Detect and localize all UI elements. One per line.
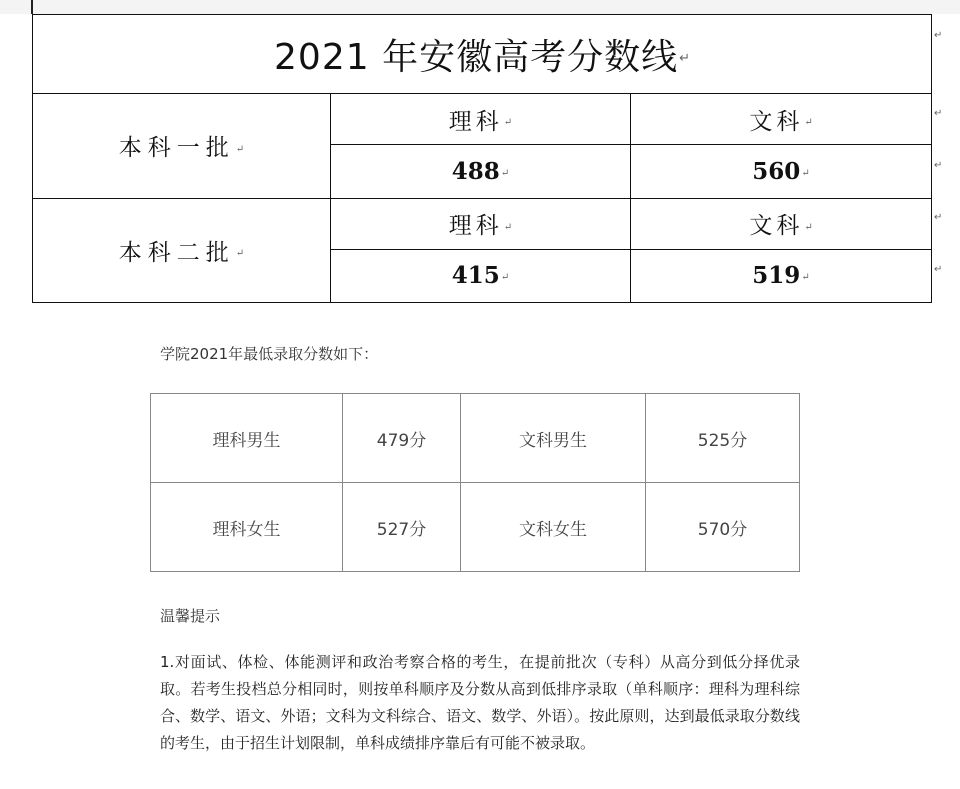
subject-arts-2 (631, 198, 932, 249)
college-score-table (150, 393, 800, 572)
category-cell: 理科女生 (151, 483, 343, 572)
score-science-1 (331, 145, 631, 198)
paragraph-mark-icon: ↵ (235, 248, 245, 260)
category-cell: 文科女生 (461, 483, 646, 572)
score-arts-1 (631, 145, 932, 198)
paragraph-mark-icon: ↵ (679, 51, 690, 67)
top-band (0, 0, 960, 14)
subject-science-1 (331, 94, 631, 145)
row-end-mark-icon: ↵ (934, 264, 943, 275)
tips-body: 1.对面试、体检、体能测评和政治考察合格的考生，在提前批次（专科）从高分到低分择优录取。若考生投档总分相同时，则按单科顺序及分数从高到低排序录取（单科顺序：理科为理科综合、数学、语文、外语；文科为文科综合、语文、数学、外语）。按此原则，达到最低录取分数线的考生，由于招生计划限制，单科成绩排序靠后有可能不被录取。 (160, 653, 800, 752)
paragraph-mark-icon: ↵ (804, 117, 813, 129)
row-end-mark-icon: ↵ (934, 108, 943, 119)
score-cell: 479分 (343, 394, 461, 483)
subject-text: 文科 (749, 108, 804, 135)
table-row (151, 483, 800, 572)
category-cell: 理科男生 (151, 394, 343, 483)
batch-label-1 (33, 94, 331, 198)
score-text: 488 (451, 158, 500, 186)
subject-text: 理科 (448, 213, 503, 240)
table-title (33, 15, 932, 94)
subject-science-2 (331, 198, 631, 249)
paragraph-mark-icon: ↵ (801, 271, 810, 283)
paragraph-mark-icon: ↵ (500, 167, 510, 179)
score-cell: 525分 (646, 394, 800, 483)
tips-heading: 温馨提示 (160, 607, 221, 625)
subject-text: 文科 (749, 213, 804, 240)
score-cell: 570分 (646, 483, 800, 572)
paragraph-mark-icon: ↵ (503, 221, 513, 233)
paragraph-mark-icon: ↵ (804, 221, 813, 233)
table-edge-line (31, 0, 33, 14)
paragraph-mark-icon: ↵ (503, 117, 513, 129)
score-arts-2 (631, 249, 932, 302)
table-title-text: 2021 年安徽高考分数线 (274, 36, 679, 78)
paragraph-mark-icon: ↵ (500, 271, 510, 283)
score-line-table (32, 14, 932, 303)
batch-label-text: 本科一批 (118, 135, 235, 162)
batch-label-2 (33, 198, 331, 302)
category-cell: 文科男生 (461, 394, 646, 483)
score-text: 560 (752, 158, 801, 186)
table-row (151, 394, 800, 483)
score-science-2 (331, 249, 631, 302)
paragraph-mark-icon: ↵ (235, 143, 245, 155)
intro-text: 学院2021年最低录取分数如下： (160, 345, 379, 363)
row-end-mark-icon: ↵ (934, 30, 943, 41)
row-end-mark-icon: ↵ (934, 212, 943, 223)
score-text: 519 (752, 262, 801, 290)
score-cell: 527分 (343, 483, 461, 572)
subject-arts-1 (631, 94, 932, 145)
row-end-mark-icon: ↵ (934, 160, 943, 171)
score-text: 415 (451, 262, 500, 290)
subject-text: 理科 (448, 108, 503, 135)
batch-label-text: 本科二批 (118, 239, 235, 266)
paragraph-mark-icon: ↵ (801, 167, 810, 179)
